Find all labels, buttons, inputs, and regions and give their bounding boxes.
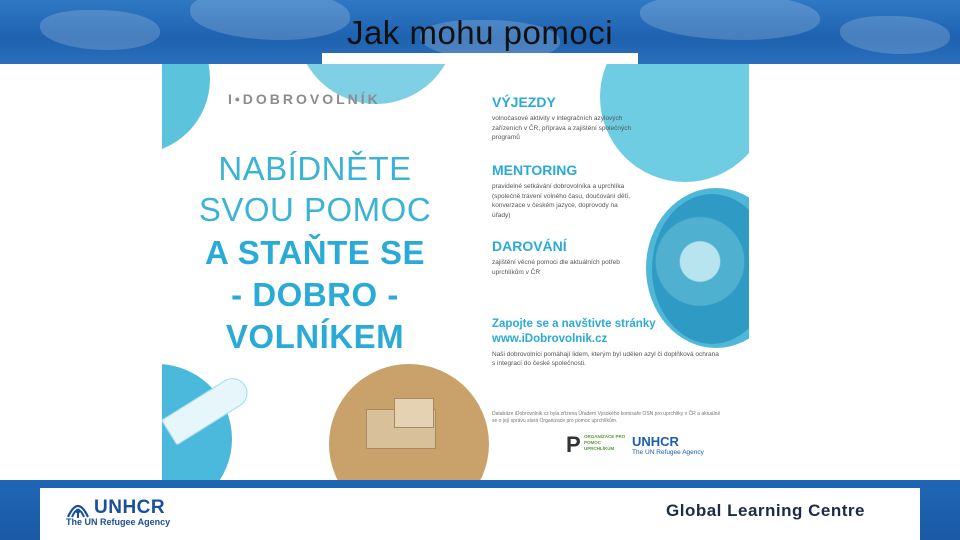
poster-brand: I•DOBROVOLNÍK (228, 91, 381, 107)
volunteer-poster (162, 64, 749, 480)
poster-footnote: Databáze iDobrovolnik.cz byla zřízena Úřadem Vysokého komisaře OSN pro uprchlíky v ČR a aktuálně se o její správu stará Organizace pro pomoc uprchlíkům. (492, 411, 721, 424)
section-body: zajištění věcné pomoci dle aktuálních potřeb uprchlíkům v ČR (492, 259, 620, 276)
unhcr-emblem-icon (66, 499, 90, 519)
slide-title: Jak mohu pomoci (346, 14, 614, 51)
headline-line: VOLNÍKEM (225, 318, 405, 355)
section-heading: DAROVÁNÍ (492, 238, 567, 254)
unhcr-mark: UNHCR (632, 434, 679, 449)
donation-box-illustration (394, 398, 434, 428)
unhcr-sub: The UN Refugee Agency (66, 517, 171, 527)
section-heading: VÝJEZDY (492, 94, 556, 110)
unhcr-mark: UNHCR (94, 497, 166, 518)
title-backdrop (322, 53, 638, 64)
section-body: volnočasové aktivity v integračních azylových zařízeních v ČR, příprava a zajištění společných programů (492, 115, 632, 141)
headline-line: NABÍDNĚTE (218, 150, 412, 187)
join-heading: Zapojte se a navštivte stránky (492, 318, 656, 330)
opu-logo-text: ORGANIZACE PRO POMOC UPRCHLÍKŮM (584, 434, 626, 451)
unhcr-logo-small (632, 434, 722, 456)
section-heading: MENTORING (492, 162, 578, 178)
decor-circle (162, 64, 210, 154)
website-link[interactable]: www.iDobrovolnik.cz (492, 333, 608, 345)
headline-line: A STAŇTE SE (204, 234, 426, 271)
opu-logo-mark: P (566, 432, 581, 457)
global-learning-centre-label: Global Learning Centre (666, 501, 865, 520)
opu-logo (566, 432, 626, 458)
unhcr-logo (66, 497, 216, 527)
join-body: Naši dobrovolníci pomáhají lidem, kterým byl udělen azyl či doplňková ochrana s integrací do české společnosti. (492, 351, 719, 367)
headline-line: SVOU POMOC (198, 191, 432, 228)
headline-line: - DOBRO - (231, 276, 399, 313)
section-body: pravidelné setkávání dobrovolníka a uprchlíka (společně trávení volného času, doučování dětí, konverzace v českém jazyce, doprovody na úřady) (492, 183, 631, 219)
unhcr-sub: The UN Refugee Agency (632, 449, 704, 456)
